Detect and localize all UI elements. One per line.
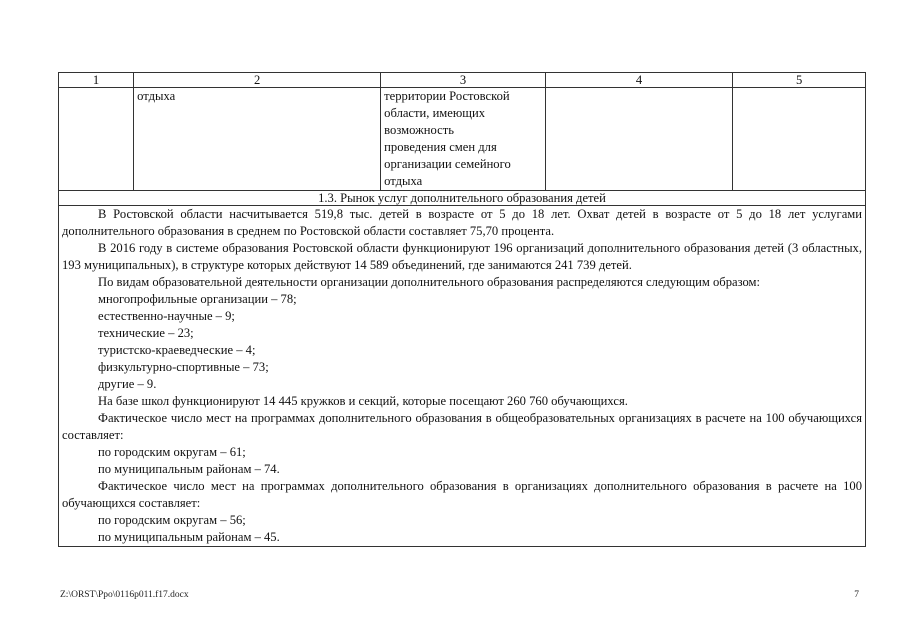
column-number-5: 5 [733, 73, 866, 88]
paragraph: Фактическое число мест на программах дополнительного образования в организациях дополнительного образования в расчете на 100 обучающихся составляет: [62, 479, 862, 510]
cell-col1 [59, 88, 134, 191]
column-number-1: 1 [59, 73, 134, 88]
paragraph: На базе школ функционируют 14 445 кружков и секций, которые посещают 260 760 обучающихся. [98, 394, 628, 408]
section-title-row [59, 191, 866, 206]
page-number: 7 [854, 590, 859, 600]
column-number-2: 2 [134, 73, 381, 88]
paragraph: В 2016 году в системе образования Ростовской области функционируют 196 организаций дополнительного образования детей (3 областных, 193 муниципальных), в структуре которых действуют 14 589 объединений, где занимаются 241 739 детей. [62, 241, 862, 272]
cell-col3-line: территории Ростовской [384, 89, 510, 103]
cell-col3-line: области, имеющих [384, 106, 486, 120]
document-table [58, 72, 866, 547]
file-path: Z:\ORST\Ppo\0116p011.f17.docx [60, 590, 189, 600]
section-body-row [59, 206, 866, 547]
cell-col3-line: возможность [384, 123, 454, 137]
cell-col5 [733, 88, 866, 191]
cell-col2: отдыха [134, 88, 381, 191]
list-item: естественно-научные – 9; [98, 309, 235, 323]
list-item: другие – 9. [98, 377, 157, 391]
table-header-row [59, 73, 866, 88]
paragraph: Фактическое число мест на программах дополнительного образования в общеобразовательных организациях в расчете на 100 обучающихся составляет: [62, 411, 862, 442]
section-body [59, 206, 866, 547]
list-item: многопрофильные организации – 78; [98, 292, 297, 306]
column-number-4: 4 [545, 73, 732, 88]
list-item: по городским округам – 56; [98, 513, 246, 527]
cell-col3 [381, 88, 546, 191]
column-number-3: 3 [381, 73, 546, 88]
cell-col3-line: отдыха [384, 174, 423, 188]
list-item: туристско-краеведческие – 4; [98, 343, 256, 357]
cell-col3-line: организации семейного [384, 157, 511, 171]
cell-col3-line: проведения смен для [384, 140, 497, 154]
paragraph: По видам образовательной деятельности организации дополнительного образования распределяются следующим образом: [98, 275, 761, 289]
list-item: по муниципальным районам – 74. [98, 462, 280, 476]
list-item: по муниципальным районам – 45. [98, 530, 280, 544]
list-item: физкультурно-спортивные – 73; [98, 360, 269, 374]
cell-col4 [545, 88, 732, 191]
table-row [59, 88, 866, 191]
section-title: 1.3. Рынок услуг дополнительного образования детей [59, 191, 866, 206]
page-footer [60, 590, 859, 604]
list-item: по городским округам – 61; [98, 445, 246, 459]
list-item: технические – 23; [98, 326, 194, 340]
paragraph: В Ростовской области насчитывается 519,8 тыс. детей в возрасте от 5 до 18 лет. Охват детей в возрасте от 5 до 18 лет услугами дополнительного образования в среднем по Ростовской области составляет 75,70 процента. [62, 207, 862, 238]
